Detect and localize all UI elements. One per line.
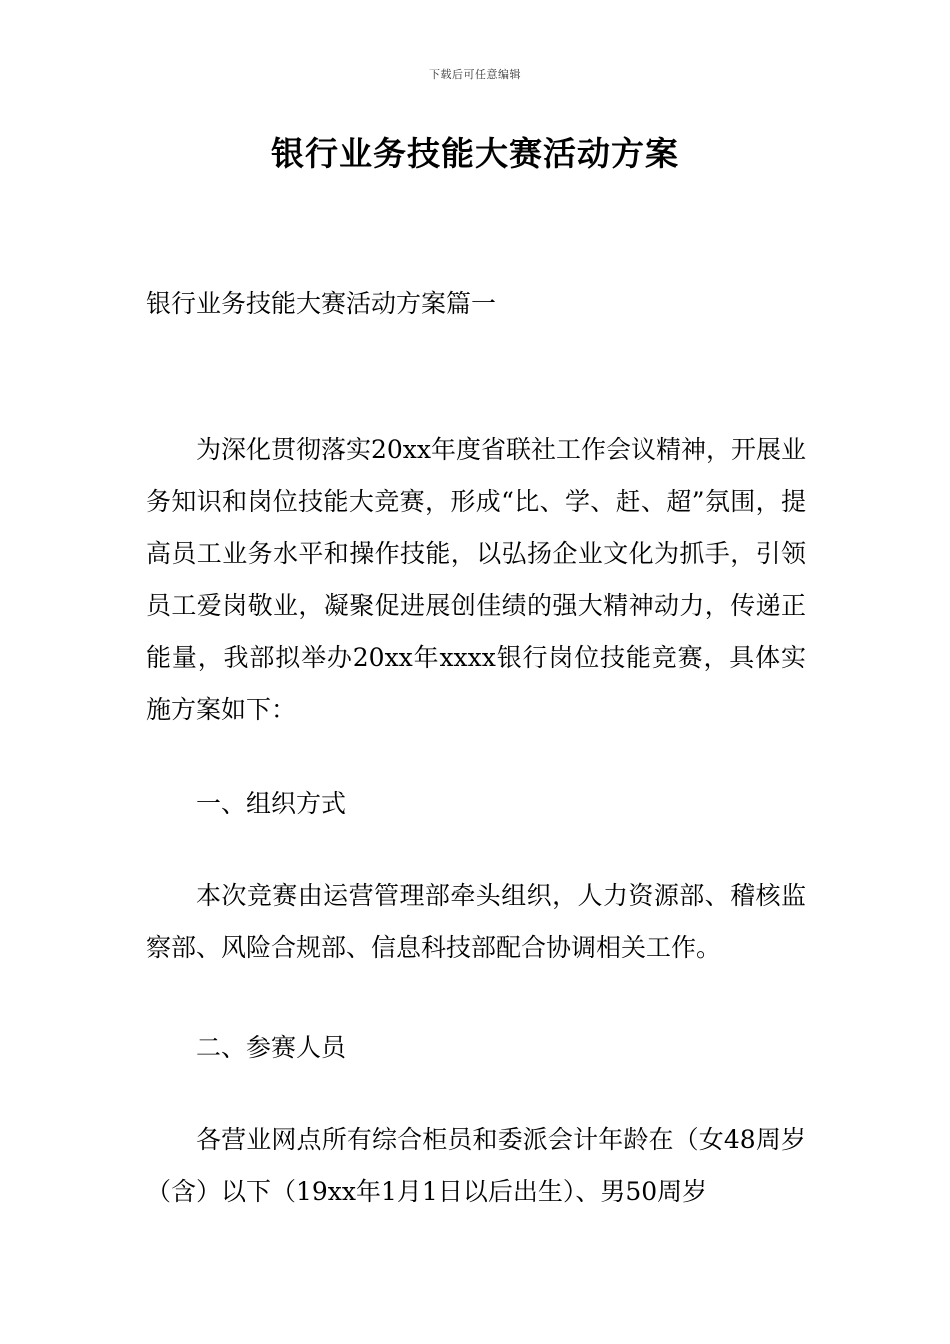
section-paragraph-participants: 各营业网点所有综合柜员和委派会计年龄在（女48周岁（含）以下（19xx年1月1日以后出生）、男50周岁: [146, 1125, 806, 1206]
section-paragraph-organization: 本次竞赛由运营管理部牵头组织，人力资源部、稽核监察部、风险合规部、信息科技部配合协调相关工作。: [146, 881, 806, 962]
document-subtitle: 银行业务技能大赛活动方案篇一: [146, 289, 497, 318]
section-heading-organization: 一、组织方式: [196, 789, 347, 818]
intro-paragraph: 为深化贯彻落实20xx年度省联社工作会议精神，开展业务知识和岗位技能大竞赛，形成“比、学、赶、超”氛围，提高员工业务水平和操作技能，以弘扬企业文化为抓手，引领员工爱岗敬业，凝聚促进展创佳绩的强大精神动力，传递正能量，我部拟举办20xx年xxxx银行岗位技能竞赛，具体实施方案如下：: [146, 435, 807, 724]
header-note: 下载后可任意编辑: [429, 68, 521, 81]
document-title: 银行业务技能大赛活动方案: [271, 134, 679, 173]
section-heading-participants: 二、参赛人员: [196, 1033, 347, 1062]
